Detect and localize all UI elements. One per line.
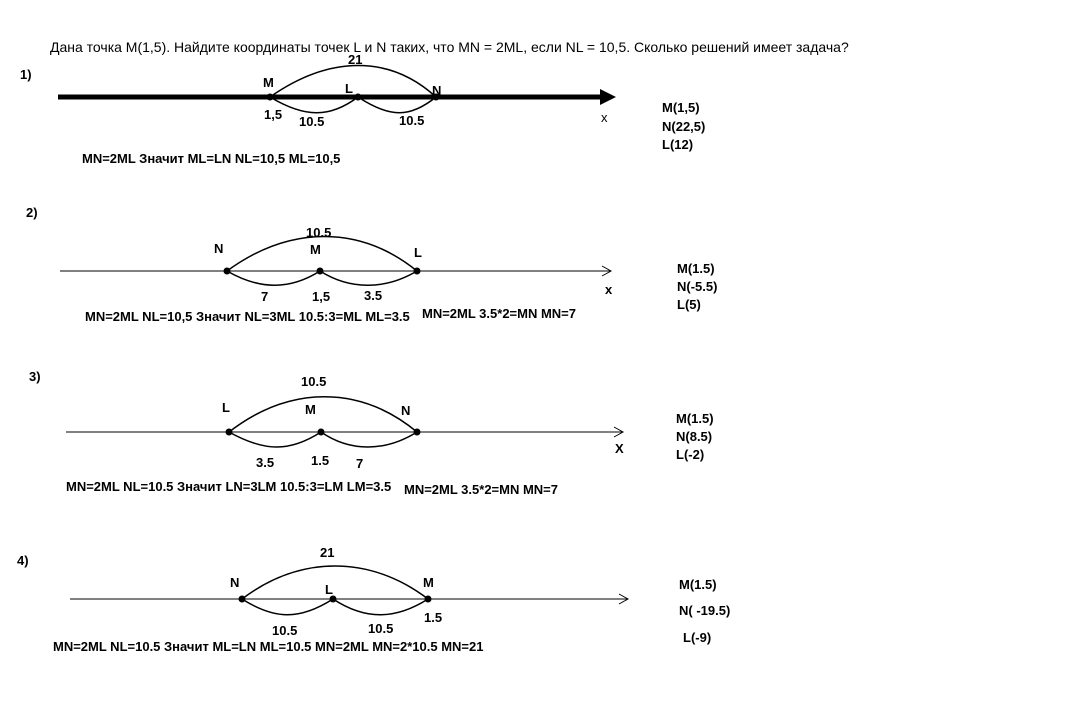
case-1-axis-arrow (600, 89, 616, 105)
case-1-answer-l: L(12) (662, 137, 694, 152)
case-2-segment-label-2: 3.5 (364, 288, 383, 303)
case-3-top-arc-label: 10.5 (301, 374, 327, 389)
case-4-segment-label-1: 10.5 (272, 623, 298, 638)
case-3-label-m: M (305, 402, 316, 417)
case-3-point-n (414, 429, 421, 436)
case-1-coord-label: 1,5 (264, 107, 283, 122)
case-4-point-m (425, 596, 432, 603)
case-4-segment-label-2: 10.5 (368, 621, 394, 636)
case-1-explanation: MN=2ML Значит ML=LN NL=10,5 ML=10,5 (82, 151, 341, 166)
case-4-answer-n: N( -19.5) (679, 603, 731, 618)
case-2-top-arc (227, 237, 417, 272)
case-3-number: 3) (29, 369, 41, 384)
case-2-label-l: L (414, 245, 422, 260)
case-1-point-l (355, 94, 362, 101)
case-1-axis-label: x (601, 110, 608, 125)
case-3-top-arc (229, 397, 417, 432)
case-2-answer-l: L(5) (677, 297, 701, 312)
case-4-label-l: L (325, 582, 333, 597)
case-3-bottom-arc-mn (321, 432, 417, 447)
case-2-point-l (414, 268, 421, 275)
case-1-top-arc (270, 66, 436, 98)
case-2-number: 2) (26, 205, 38, 220)
case-2-label-m: M (310, 242, 321, 257)
case-4-answer-m: M(1.5) (679, 577, 717, 592)
case-3-explanation-1: MN=2ML NL=10.5 Значит LN=3LM 10.5:3=LM LM=3.5 (66, 479, 392, 494)
case-1-label-l: L (345, 81, 353, 96)
case-1-answer-m: M(1,5) (662, 100, 700, 115)
case-4-answer-l: L(-9) (683, 630, 712, 645)
case-3-point-l (226, 429, 233, 436)
case-4-coord-label: 1.5 (424, 610, 443, 625)
case-3-bottom-arc-lm (229, 432, 321, 447)
case-4-top-arc (242, 566, 428, 599)
case-3-answer-m: M(1.5) (676, 411, 714, 426)
case-3-explanation-2: MN=2ML 3.5*2=MN MN=7 (404, 482, 559, 497)
task-statement: Дана точка M(1,5). Найдите координаты точек L и N таких, что MN = 2ML, если NL = 10,5. Сколько решений имеет задача? (50, 39, 849, 55)
case-2-segment-label-1: 7 (261, 289, 269, 304)
case-2-axis-label: x (605, 282, 613, 297)
case-2-answer-m: M(1.5) (677, 261, 715, 276)
case-2-explanation-2: MN=2ML 3.5*2=MN MN=7 (422, 306, 577, 321)
case-4-point-n (239, 596, 246, 603)
case-4-bottom-arc-nl (242, 599, 333, 615)
case-3-coord-label: 1.5 (311, 453, 330, 468)
case-1-number: 1) (20, 67, 32, 82)
case-1-label-m: M (263, 75, 274, 90)
case-3-axis-label: X (615, 441, 624, 456)
case-1-answer-n: N(22,5) (662, 119, 706, 134)
case-1-segment-label-1: 10.5 (299, 114, 325, 129)
case-2-coord-label: 1,5 (312, 289, 331, 304)
case-3-drawing (66, 397, 623, 447)
case-3-point-m (318, 429, 325, 436)
case-1-label-n: N (432, 83, 442, 98)
case-1-segment-label-2: 10.5 (399, 113, 425, 128)
case-2-answer-n: N(-5.5) (677, 279, 718, 294)
case-4-label-m: M (423, 575, 434, 590)
case-2-explanation-1: MN=2ML NL=10,5 Значит NL=3ML 10.5:3=ML ML=3.5 (85, 309, 410, 324)
case-1-top-arc-label: 21 (348, 52, 363, 67)
case-3-answer-l: L(-2) (676, 447, 705, 462)
case-4-explanation: MN=2ML NL=10.5 Значит ML=LN ML=10.5 MN=2ML MN=2*10.5 MN=21 (53, 639, 484, 654)
case-3-segment-label-2: 7 (356, 456, 364, 471)
case-4-drawing (70, 566, 628, 615)
case-4-top-arc-label: 21 (320, 545, 335, 560)
case-2-point-m (317, 268, 324, 275)
case-2-point-n (224, 268, 231, 275)
case-1-point-m (267, 94, 274, 101)
case-2-bottom-arc-ml (320, 271, 417, 285)
case-2-bottom-arc-nm (227, 271, 320, 285)
case-4-label-n: N (230, 575, 240, 590)
case-3-label-l: L (222, 400, 230, 415)
case-3-segment-label-1: 3.5 (256, 455, 275, 470)
case-1-drawing (58, 66, 616, 113)
case-3-answer-n: N(8.5) (676, 429, 713, 444)
case-4-bottom-arc-lm (333, 599, 428, 615)
case-3-label-n: N (401, 403, 411, 418)
case-2-label-n: N (214, 241, 224, 256)
case-4-number: 4) (17, 553, 29, 568)
case-2-top-arc-label: 10.5 (306, 225, 332, 240)
case-2-drawing (60, 237, 611, 286)
